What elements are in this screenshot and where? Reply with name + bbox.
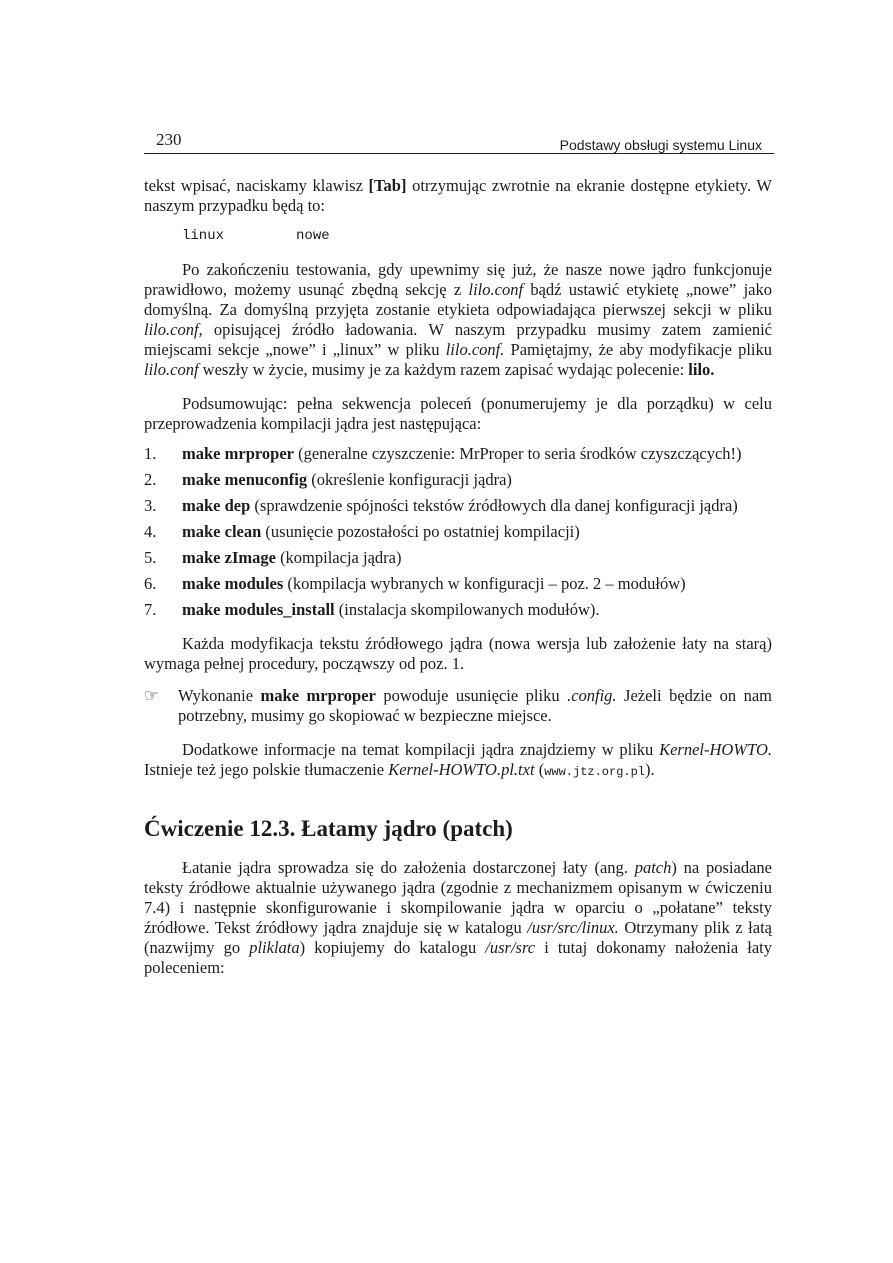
pointing-hand-icon: ☞ [144,686,159,705]
file-name: lilo.conf [144,360,199,379]
file-name: lilo.conf, [144,320,203,339]
list-item: 4. make clean (usunięcie pozostałości po ostatniej kompilacji) [144,522,580,541]
command: make modules [182,574,284,593]
list-item: 1. make mrproper (generalne czyszczenie: MrProper to seria środków czyszczących!) [144,444,742,463]
list-item: 2. make menuconfig (określenie konfiguracji jądra) [144,470,512,489]
list-item: 7. make modules_install (instalacja skompilowanych modułów). [144,600,600,619]
list-item: 3. make dep (sprawdzenie spójności tekstów źródłowych dla danej konfiguracji jądra) [144,496,738,515]
directory-path: /usr/src/linux. [527,918,619,937]
code-labels [182,226,772,246]
paragraph-full-procedure: Każda modyfikacja tekstu źródłowego jądra (nowa wersja lub założenie łaty na starą) wymaga pełnej procedury, począwszy od poz. 1. [144,634,772,673]
code-label-linux: linux [182,228,225,244]
command: make clean [182,522,262,541]
command: make mrproper [182,444,294,463]
file-name: lilo.conf. [445,340,505,359]
paragraph-summary: Podsumowując: pełna sekwencja poleceń (ponumerujemy je dla porządku) w celu przeprowadzenia kompilacji jądra jest następująca: [144,394,772,433]
paragraph-testing: Po zakończeniu testowania, gdy upewnimy się już, że nasze nowe jądro funkcjonuje prawidłowo, możemy usunąć zbędną sekcję z lilo.conf bądź ustawić etykietę „nowe” jako domyślną. Za domyślną przyjęta zostanie etykieta odpowiadająca pierwszej sekcji w pliku lilo.conf, opisującej źródło ładowania. W naszym przypadku musimy zatem zamienić miejscami sekcje „nowe” i „linux” w pliku lilo.conf. Pamiętajmy, że aby modyfikacje pliku lilo.conf weszły w życie, musimy je za każdym razem zapisać wydając polecenie: lilo. [144,260,772,379]
command: make modules_install [182,600,335,619]
command: make mrproper [260,686,376,705]
file-name: Kernel-HOWTO.pl.txt [388,760,535,779]
term: patch [634,858,672,877]
page-body [144,176,772,978]
command: make menuconfig [182,470,308,489]
file-name: .config. [567,686,617,705]
url: www.jtz.org.pl [544,765,646,779]
command: make dep [182,496,251,515]
paragraph-tab-labels: tekst wpisać, naciskamy klawisz [Tab] otrzymując zwrotnie na ekranie dostępne etykiety. W naszym przypadku będą to: [144,176,772,215]
command-lilo: lilo. [688,360,715,379]
file-name: lilo.conf [468,280,524,299]
command: make zImage [182,548,276,567]
note-mrproper: ☞ Wykonanie make mrproper powoduje usunięcie pliku .config. Jeżeli będzie on nam potrzebny, musimy go skopiować w bezpieczne miejsce. [144,686,772,725]
running-title: Podstawy obsługi systemu Linux [559,137,762,153]
code-label-nowe: nowe [296,228,330,244]
compile-steps-list [144,444,772,620]
page-header [144,130,780,156]
section-title: Ćwiczenie 12.3. Łatamy jądro (patch) [144,816,513,841]
paragraph-patching: Łatanie jądra sprowadza się do założenia dostarczonej łaty (ang. patch) na posiadane teksty źródłowe aktualnie używanego jądra (zgodnie z mechanizmem opisanym w ćwiczeniu 7.4) i następnie skonfigurowanie i skompilowanie jądra w oparciu o „połatane” teksty źródłowe. Tekst źródłowy jądra znajduje się w katalogu /usr/src/linux. Otrzymany plik z łatą (nazwijmy go pliklata) kopiujemy do katalogu /usr/src i tutaj dokonamy nałożenia łaty poleceniem: [144,858,772,977]
file-name: Kernel-HOWTO. [659,740,772,759]
header-rule [144,153,774,154]
tab-key: [Tab] [368,176,407,195]
directory-path: /usr/src [485,938,536,957]
list-item: 6. make modules (kompilacja wybranych w konfiguracji – poz. 2 – modułów) [144,574,686,593]
page-number: 230 [156,130,182,149]
paragraph-howto: Dodatkowe informacje na temat kompilacji jądra znajdziemy w pliku Kernel-HOWTO. Istnieje też jego polskie tłumaczenie Kernel-HOWTO.pl.txt (www.jtz.org.pl). [144,740,772,779]
list-item: 5. make zImage (kompilacja jądra) [144,548,402,567]
file-name: pliklata [249,938,300,957]
